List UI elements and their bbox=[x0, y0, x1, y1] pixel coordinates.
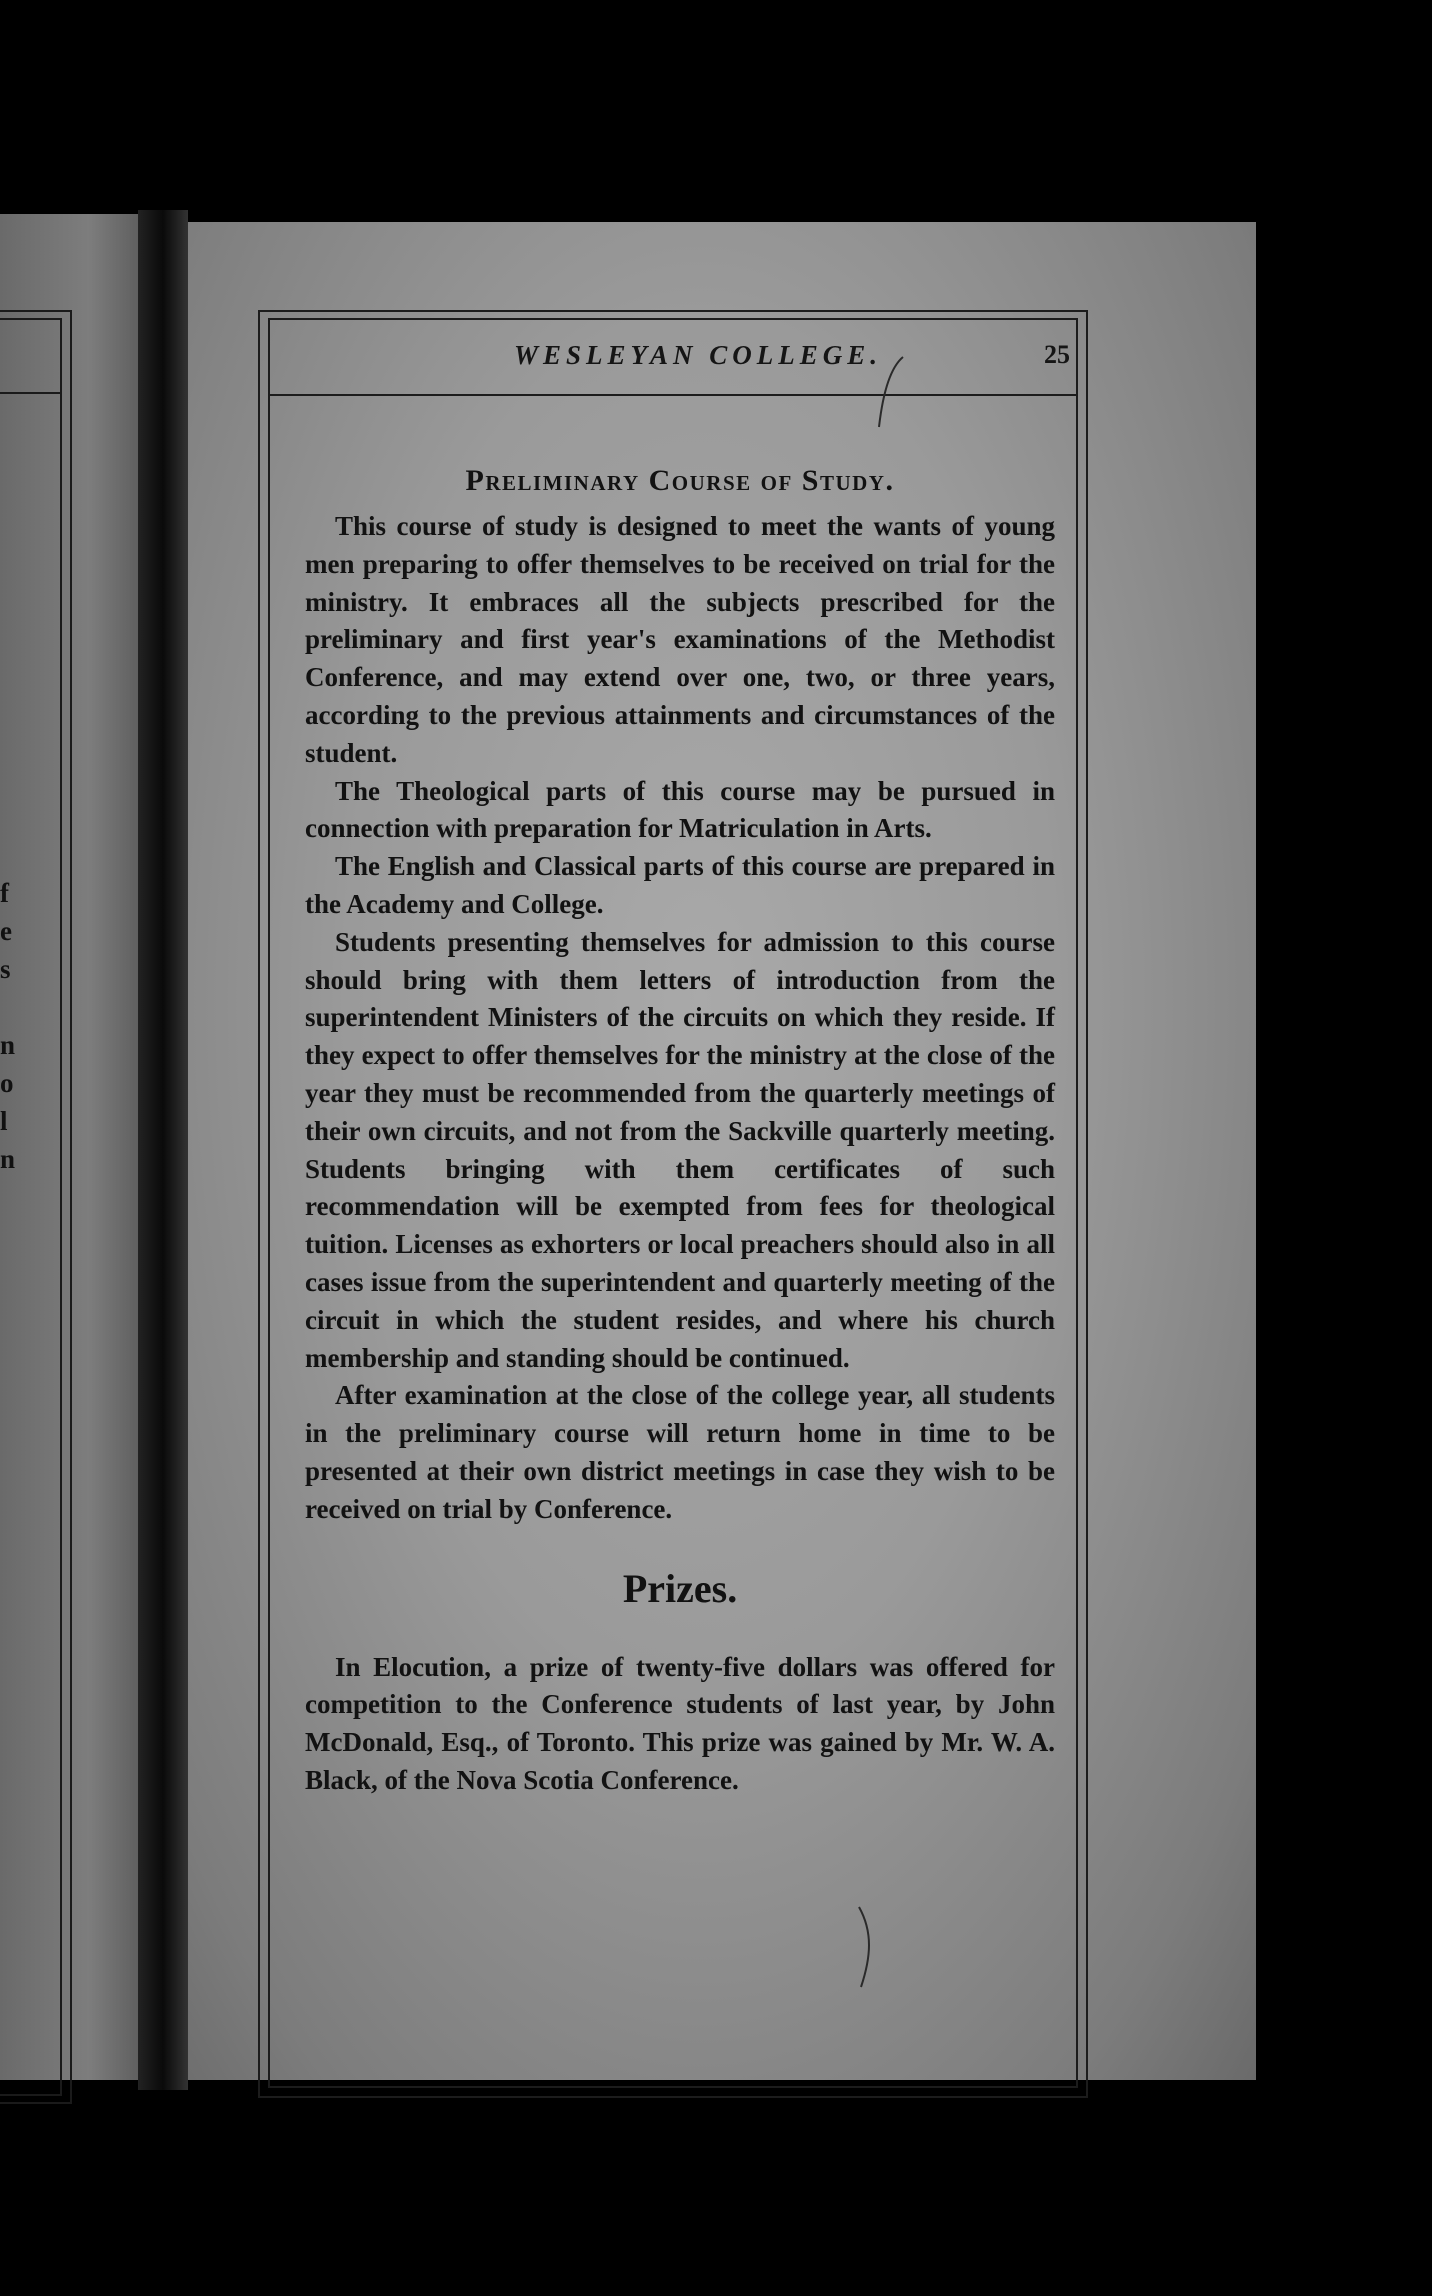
left-page-header-rule bbox=[0, 392, 60, 394]
left-fragment: f bbox=[0, 878, 9, 908]
paragraph: This course of study is designed to meet the wants of young men preparing to offer themselves to be received on trial for the ministry. It embraces all the subjects prescribed for the preliminary and first year's examinations of the Methodist Conference, and may extend over one, two, or three years, according to the previous attainments and circumstances of the student. bbox=[305, 511, 1055, 768]
paragraph: The English and Classical parts of this course are prepared in the Academy and College. bbox=[305, 851, 1055, 919]
left-fragment: l bbox=[0, 1106, 8, 1136]
left-page-text-fragments bbox=[0, 874, 20, 1178]
header-rule bbox=[270, 394, 1076, 396]
left-fragment: n bbox=[0, 1144, 16, 1174]
book-gutter bbox=[138, 210, 188, 2090]
pencil-mark bbox=[853, 1902, 883, 1992]
left-facing-page bbox=[0, 214, 148, 2080]
paragraph: Students presenting themselves for admission to this course should bring with them letters of introduction from the superintendent Ministers of the circuits on which they reside. If they expect to offer themselves for the ministry at the close of the year they must be recommended from the quarterly meetings of their own circuits, and not from the Sackville quarterly meeting. Students bringing with them certificates of such recommendation will be exempted from fees for theological tuition. Licenses as exhorters or local preachers should also in all cases issue from the superintendent and quarterly meeting of the circuit in which the student resides, and where his church membership and standing should be continued. bbox=[305, 926, 1055, 1373]
left-fragment: e bbox=[0, 916, 12, 946]
page-content bbox=[305, 462, 1055, 1800]
left-page-frame-inner bbox=[0, 318, 62, 2096]
prize-paragraph: In Elocution, a prize of twenty-five dollars was offered for competition to the Conference students of last year, by John McDonald, Esq., of Toronto. This prize was gained by Mr. W. A. Black, of the Nova Scotia Conference. bbox=[305, 1651, 1055, 1795]
pencil-mark bbox=[873, 352, 913, 432]
book-page bbox=[188, 222, 1256, 2080]
page-number: 25 bbox=[1044, 340, 1070, 369]
paragraph: The Theological parts of this course may be pursued in connection with preparation for Matriculation in Arts. bbox=[305, 775, 1055, 844]
section-title: Preliminary Course of Study. bbox=[465, 464, 895, 497]
left-fragment: o bbox=[0, 1068, 14, 1098]
prizes-heading: Prizes. bbox=[622, 1565, 738, 1611]
paragraph: After examination at the close of the college year, all students in the preliminary course will return home in time to be presented at their own district meetings in case they wish to be received on trial by Conference. bbox=[305, 1380, 1055, 1524]
left-fragment: s bbox=[0, 954, 11, 984]
running-head: WESLEYAN COLLEGE. bbox=[513, 340, 883, 370]
left-fragment bbox=[0, 988, 20, 1026]
left-fragment: n bbox=[0, 1030, 16, 1060]
